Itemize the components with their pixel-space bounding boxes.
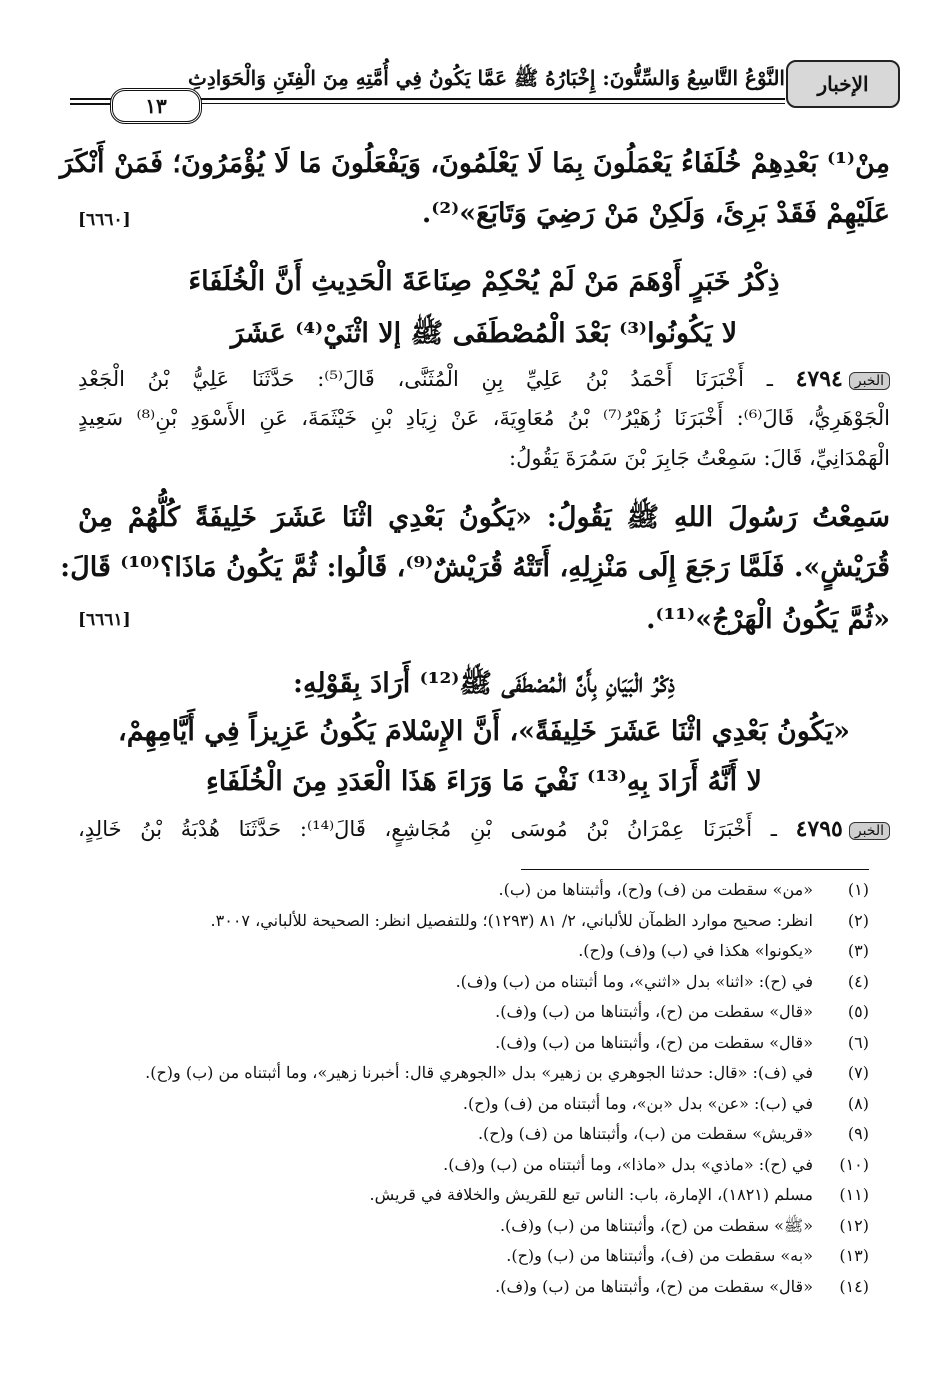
footnote bbox=[478, 1124, 869, 1143]
footnote-number: (٥) bbox=[847, 1002, 869, 1021]
footnote bbox=[145, 1063, 869, 1082]
footnote-number: (١) bbox=[847, 880, 869, 899]
footnote bbox=[500, 1216, 869, 1239]
footnote-text: في (ف): «قال: حدثنا الجوهري بن زهير» بدل «الجوهري قال: أخبرنا زهير»، وما أثبتناه من (ب) و(ح). bbox=[145, 1063, 813, 1082]
running-title: النَّوْعُ التَّاسِعُ وَالسِّتُّونَ: إِخْبَارُهُ ﷺ عَمَّا يَكُونُ فِي أُمَّتِهِ مِنَ الْفِتَنِ وَالْحَوَادِثِ bbox=[188, 66, 785, 90]
footnote-number: (١١) bbox=[839, 1185, 869, 1204]
footnote-number: (٨) bbox=[847, 1093, 869, 1113]
footnote-number: (٩) bbox=[847, 1124, 869, 1143]
hadith-reference: [٦٦٦١] bbox=[78, 610, 131, 630]
footnote-number: (٦) bbox=[847, 1032, 869, 1052]
footnote bbox=[463, 1094, 869, 1113]
header-rule-left bbox=[70, 103, 110, 105]
footnote-separator bbox=[521, 869, 869, 870]
chain-line-first bbox=[78, 816, 890, 842]
footnote-text: في (ح): «ماذي» بدل «ماذا»، وما أثبتناه من (ب) و(ف). bbox=[443, 1154, 813, 1174]
footnote-text: «قريش» سقطت من (ب)، وأثبتناها من (ف) و(ح). bbox=[477, 1124, 813, 1143]
footnote-text: في (ب): «عن» بدل «بن»، وما أثبتناه من (ف) و(ح). bbox=[462, 1093, 813, 1113]
footnote-text: «ﷺ» سقطت من (ح)، وأثبتناها من (ب) و(ف). bbox=[499, 1215, 813, 1235]
heading-line: لا يَكُونُوا⁽³⁾ بَعْدَ الْمُصْطَفَى ﷺ إلا اثْنَيْ⁽⁴⁾ عَشَرَ bbox=[230, 318, 738, 349]
footnote-text: «به» سقطت من (ف)، وأثبتناها من (ب) و(ح). bbox=[506, 1246, 813, 1265]
hadith-badge: الخبر bbox=[849, 372, 890, 390]
text-line: سَمِعْتُ رَسُولَ اللهِ ﷺ يَقُولُ: «يَكُونُ بَعْدِي اثْنَا عَشَرَ خَلِيفَةً كُلُّهُمْ مِنْ bbox=[78, 502, 890, 533]
footnote-number: (٧) bbox=[847, 1063, 869, 1082]
footnote-number: (١٣) bbox=[839, 1246, 869, 1265]
footnote bbox=[443, 1155, 869, 1174]
footnote-text: انظر: صحيح موارد الظمآن للألباني، ٢/ ٨١ (١٢٩٣)؛ وللتفصيل انظر: الصحيحة للألباني، ٣٠٠٧. bbox=[210, 910, 813, 930]
footnote bbox=[499, 880, 869, 899]
footnote-number: (١٤) bbox=[839, 1276, 869, 1296]
footnote-text: «قال» سقطت من (ح)، وأثبتناها من (ب) و(ف). bbox=[495, 1032, 813, 1052]
hadith-badge: الخبر bbox=[849, 822, 890, 840]
footnote bbox=[211, 911, 869, 930]
footnote-number: (١٠) bbox=[839, 1154, 869, 1174]
hadith-number: ٤٧٩٤ bbox=[795, 366, 843, 392]
page-number: ١٣ bbox=[110, 88, 202, 124]
footnote-number: (١٢) bbox=[839, 1215, 869, 1235]
text-line: مِنْ⁽¹⁾ بَعْدِهِمْ خُلَفَاءُ يَعْمَلُونَ بِمَا لَا يَعْلَمُونَ، وَيَفْعَلُونَ مَا لَا يُؤْمَرُونَ؛ فَمَنْ أَنْكَرَ bbox=[59, 148, 890, 179]
footnote-number: (٢) bbox=[847, 910, 869, 930]
footnote bbox=[369, 1185, 869, 1204]
heading-line: لا أَنَّهُ أَرَادَ بِهِ⁽¹³⁾ نَفْيَ مَا وَرَاءَ هَذَا الْعَدَدِ مِنَ الْخُلَفَاءِ bbox=[206, 766, 762, 797]
footnote-number: (٤) bbox=[847, 971, 869, 991]
page-header bbox=[70, 58, 900, 118]
heading-line: ذِكْرُ خَبَرٍ أَوْهَمَ مَنْ لَمْ يُحْكِمْ صِنَاعَةَ الْحَدِيثِ أَنَّ الْخُلَفَاءَ bbox=[188, 266, 780, 297]
footnote bbox=[578, 941, 869, 960]
footnote-text: «قال» سقطت من (ح)، وأثبتناها من (ب) و(ف). bbox=[495, 1002, 813, 1021]
footnote bbox=[506, 1246, 869, 1265]
footnote-text: «يكونوا» هكذا في (ب) و(ف) و(ح). bbox=[578, 941, 813, 960]
footnote bbox=[495, 1277, 869, 1296]
chain-text: ـ أَخْبَرَنَا عِمْرَانُ بْنُ مُوسَى بْنِ مُجَاشِعٍ، قَالَ⁽¹⁴⁾: حَدَّثَنَا هُدْبَةُ بْنُ خَالِدٍ، bbox=[78, 817, 777, 841]
chain-text: ـ أَخْبَرَنَا أَحْمَدُ بْنُ عَلِيِّ بِنِ الْمُثَنَّى، قَالَ⁽⁵⁾: حَدَّثَنَا عَلِيُّ بْنُ الْجَعْدِ bbox=[78, 367, 773, 391]
footnote bbox=[456, 972, 869, 991]
heading-line: ذِكْرُ الْبَيَانِ بِأَنَّ الْمُصْطَفَى ﷺ⁽¹²⁾ أَرَادَ بِقَوْلِهِ: bbox=[292, 668, 675, 699]
heading-line: «يَكُونُ بَعْدِي اثْنَا عَشَرَ خَلِيفَةً»، أَنَّ الإِسْلامَ يَكُونُ عَزِيزاً فِي أَيَّامِهِمْ، bbox=[118, 716, 850, 747]
chain-line: الْجَوْهَرِيُّ، قَالَ⁽⁶⁾: أَخْبَرَنَا زُهَيْرُ⁽⁷⁾ بْنُ مُعَاوِيَةَ، عَنْ زِيَادِ بْنِ خَيْثَمَةَ، عَنِ الأَسْوَدِ بْنِ⁽⁸⁾ سَعِيدٍ bbox=[78, 406, 890, 430]
hadith-reference: [٦٦٦٠] bbox=[78, 210, 131, 230]
text-line: عَلَيْهِمْ فَقَدْ بَرِئَ، وَلَكِنْ مَنْ رَضِيَ وَتَابَعَ»⁽²⁾. bbox=[421, 198, 890, 229]
footnote-number: (٣) bbox=[847, 941, 869, 960]
footnote-text: مسلم (١٨٢١)، الإمارة، باب: الناس تبع للقريش والخلافة في قريش. bbox=[369, 1185, 813, 1204]
text-line: قُرَيْشٍ». فَلَمَّا رَجَعَ إِلَى مَنْزِلِهِ، أَتَتْهُ قُرَيْشٌ⁽⁹⁾، قَالُوا: ثُمَّ يَكُونُ مَاذَا؟⁽¹⁰⁾ قَالَ: bbox=[60, 552, 890, 583]
chain-line: الْهَمْدَانِيِّ، قَالَ: سَمِعْتُ جَابِرَ بْنَ سَمُرَةَ يَقُولُ: bbox=[509, 446, 890, 470]
footnote-text: في (ح): «اثنا» بدل «اثني»، وما أثبتناه من (ب) و(ف). bbox=[455, 971, 813, 991]
footnote bbox=[495, 1033, 869, 1052]
footnote-text: «قال» سقطت من (ح)، وأثبتناها من (ب) و(ف). bbox=[495, 1276, 813, 1296]
footnote-text: «من» سقطت من (ف) و(ح)، وأثبتناها من (ب). bbox=[498, 880, 813, 899]
book-tag-puzzle-icon bbox=[786, 60, 900, 108]
hadith-number: ٤٧٩٥ bbox=[795, 816, 843, 842]
footnote bbox=[495, 1002, 869, 1021]
book-tag: الإخبار bbox=[817, 72, 869, 96]
chain-line-first bbox=[78, 366, 890, 392]
text-line: «ثُمَّ يَكُونُ الْهَرْجُ»⁽¹¹⁾. bbox=[646, 604, 890, 635]
